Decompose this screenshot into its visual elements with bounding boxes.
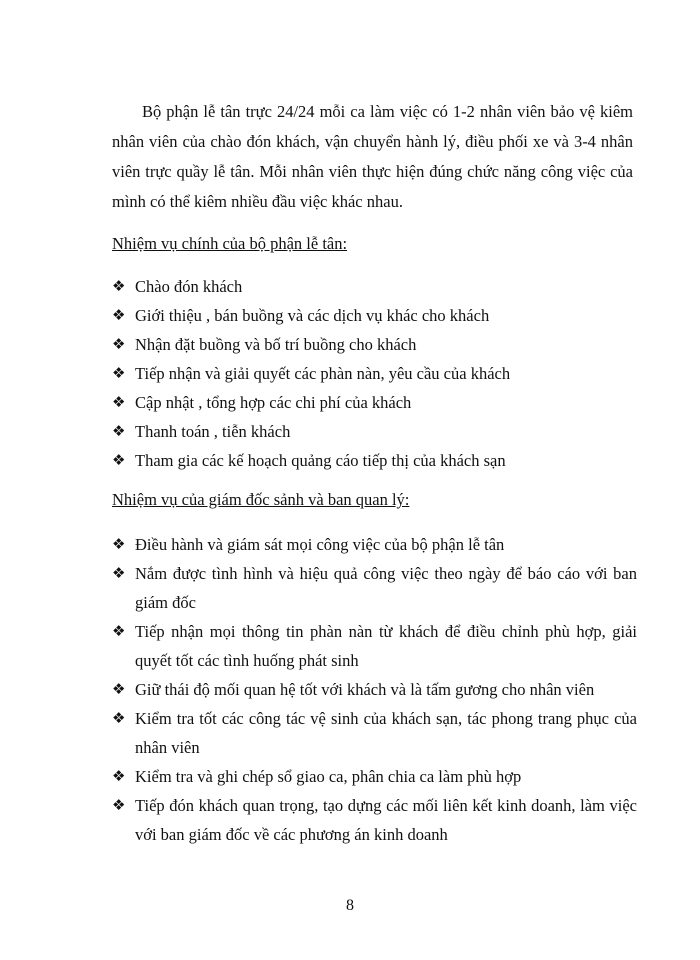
- list-item-text: Tiếp nhận và giải quyết các phàn nàn, yêu cầu của khách: [135, 364, 511, 383]
- list-item: [112, 301, 637, 330]
- list-item: [112, 675, 637, 704]
- diamond-bullet-icon: ❖: [112, 335, 126, 353]
- diamond-bullet-icon: ❖: [112, 680, 126, 698]
- list-item-text: Thanh toán , tiễn khách: [135, 422, 291, 441]
- list-item-text: Nắm được tình hình và hiệu quả công việc theo ngày để báo cáo với ban giám đốc: [135, 564, 637, 612]
- intro-paragraph: Bộ phận lễ tân trực 24/24 mỗi ca làm việc có 1-2 nhân viên bảo vệ kiêm nhân viên của chào đón khách, vận chuyển hành lý, điều phối xe và 3-4 nhân viên trực quầy lễ tân. Mỗi nhân viên thực hiện đúng chức năng công việc của mình có thể kiêm nhiều đầu việc khác nhau.: [112, 102, 633, 211]
- list-item: [112, 559, 637, 617]
- diamond-bullet-icon: ❖: [112, 306, 126, 324]
- reception-duties-list: [112, 272, 637, 475]
- list-item: [112, 617, 637, 675]
- diamond-bullet-icon: ❖: [112, 393, 126, 411]
- section-heading-reception-duties: Nhiệm vụ chính của bộ phận lễ tân:: [112, 234, 348, 253]
- list-item-text: Tiếp nhận mọi thông tin phàn nàn từ khách để điều chỉnh phù hợp, giải quyết tốt các tình huống phát sinh: [135, 622, 637, 670]
- diamond-bullet-icon: ❖: [112, 422, 126, 440]
- list-item-text: Tham gia các kế hoạch quảng cáo tiếp thị của khách sạn: [135, 451, 506, 470]
- diamond-bullet-icon: ❖: [112, 277, 126, 295]
- list-item: [112, 330, 637, 359]
- diamond-bullet-icon: ❖: [112, 535, 126, 553]
- list-item-text: Tiếp đón khách quan trọng, tạo dựng các mối liên kết kinh doanh, làm việc với ban giám đốc về các phương án kinh doanh: [135, 796, 637, 844]
- list-item: [112, 791, 637, 849]
- list-item-text: Giới thiệu , bán buồng và các dịch vụ khác cho khách: [135, 306, 490, 325]
- manager-duties-list: [112, 530, 637, 849]
- diamond-bullet-icon: ❖: [112, 364, 126, 382]
- list-item: [112, 272, 637, 301]
- page-number: 8: [346, 897, 354, 914]
- diamond-bullet-icon: ❖: [112, 709, 126, 727]
- diamond-bullet-icon: ❖: [112, 564, 126, 582]
- list-item: [112, 359, 637, 388]
- diamond-bullet-icon: ❖: [112, 622, 126, 640]
- list-item: [112, 704, 637, 762]
- list-item: [112, 388, 637, 417]
- diamond-bullet-icon: ❖: [112, 767, 126, 785]
- diamond-bullet-icon: ❖: [112, 796, 126, 814]
- section-heading-manager-duties: Nhiệm vụ của giám đốc sảnh và ban quan lý:: [112, 490, 410, 509]
- list-item-text: Điều hành và giám sát mọi công việc của bộ phận lễ tân: [135, 535, 505, 554]
- list-item-text: Chào đón khách: [135, 277, 243, 296]
- list-item-text: Cập nhật , tổng hợp các chi phí của khách: [135, 393, 412, 412]
- list-item-text: Giữ thái độ mối quan hệ tốt với khách và là tấm gương cho nhân viên: [135, 680, 595, 699]
- list-item: [112, 417, 637, 446]
- diamond-bullet-icon: ❖: [112, 451, 126, 469]
- list-item-text: Kiểm tra và ghi chép sổ giao ca, phân chia ca làm phù hợp: [135, 767, 522, 786]
- list-item-text: Kiểm tra tốt các công tác vệ sinh của khách sạn, tác phong trang phục của nhân viên: [135, 709, 637, 757]
- list-item-text: Nhận đặt buồng và bố trí buồng cho khách: [135, 335, 417, 354]
- list-item: [112, 762, 637, 791]
- list-item: [112, 530, 637, 559]
- list-item: [112, 446, 637, 475]
